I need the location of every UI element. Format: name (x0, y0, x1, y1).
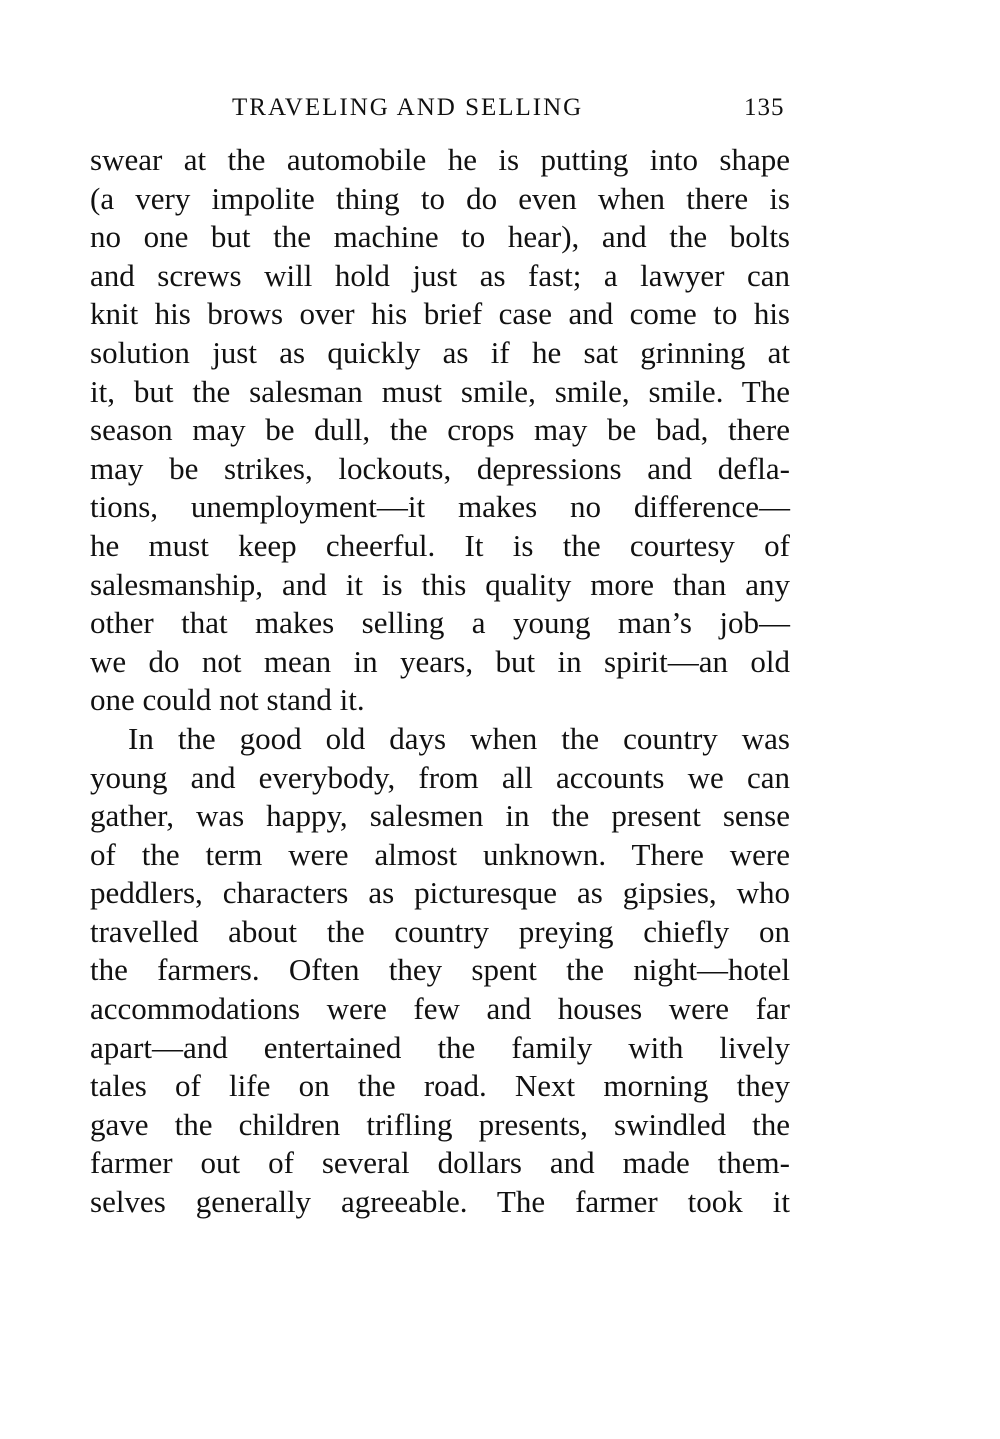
running-head: TRAVELING AND SELLING (232, 94, 584, 121)
text-line: the farmers. Often they spent the night—hotel (90, 952, 790, 988)
text-line: apart—and entertained the family with lively (90, 1029, 790, 1065)
text-line: knit his brows over his brief case and come to his (90, 296, 790, 332)
body-text (90, 141, 790, 1222)
paragraph-2 (90, 720, 790, 1222)
paragraph-1 (90, 141, 790, 720)
text-line: solution just as quickly as if he sat grinning at (90, 334, 790, 370)
text-line: no one but the machine to hear), and the bolts (90, 219, 790, 255)
text-line: peddlers, characters as picturesque as gipsies, who (90, 875, 790, 911)
text-line: may be strikes, lockouts, depressions and defla- (90, 450, 790, 486)
text-line: selves generally agreeable. The farmer took it (90, 1184, 790, 1220)
text-line: In the good old days when the country was (128, 720, 790, 756)
text-line: he must keep cheerful. It is the courtesy of (90, 527, 790, 563)
text-line: other that makes selling a young man’s job— (90, 605, 790, 641)
text-line: season may be dull, the crops may be bad, there (90, 412, 790, 448)
text-line: gather, was happy, salesmen in the present sense (90, 798, 790, 834)
text-line: of the term were almost unknown. There were (90, 836, 790, 872)
text-line: accommodations were few and houses were far (90, 991, 790, 1027)
text-line: and screws will hold just as fast; a lawyer can (90, 257, 790, 293)
text-line: swear at the automobile he is putting into shape (90, 142, 790, 177)
page-number: 135 (744, 94, 785, 121)
text-line: young and everybody, from all accounts we can (90, 759, 790, 795)
text-line: we do not mean in years, but in spirit—an old (90, 643, 790, 679)
text-line: gave the children trifling presents, swindled the (90, 1106, 790, 1142)
text-line: tions, unemployment—it makes no difference— (90, 489, 790, 525)
text-line: tales of life on the road. Next morning they (90, 1068, 790, 1104)
text-line: travelled about the country preying chiefly on (90, 913, 790, 949)
text-line: salesmanship, and it is this quality more than any (90, 566, 790, 602)
text-line: farmer out of several dollars and made them- (90, 1145, 790, 1181)
text-line: it, but the salesman must smile, smile, smile. The (90, 373, 790, 409)
text-line: one could not stand it. (90, 682, 365, 718)
text-line: (a very impolite thing to do even when there is (90, 180, 790, 216)
page-header (0, 92, 1000, 132)
